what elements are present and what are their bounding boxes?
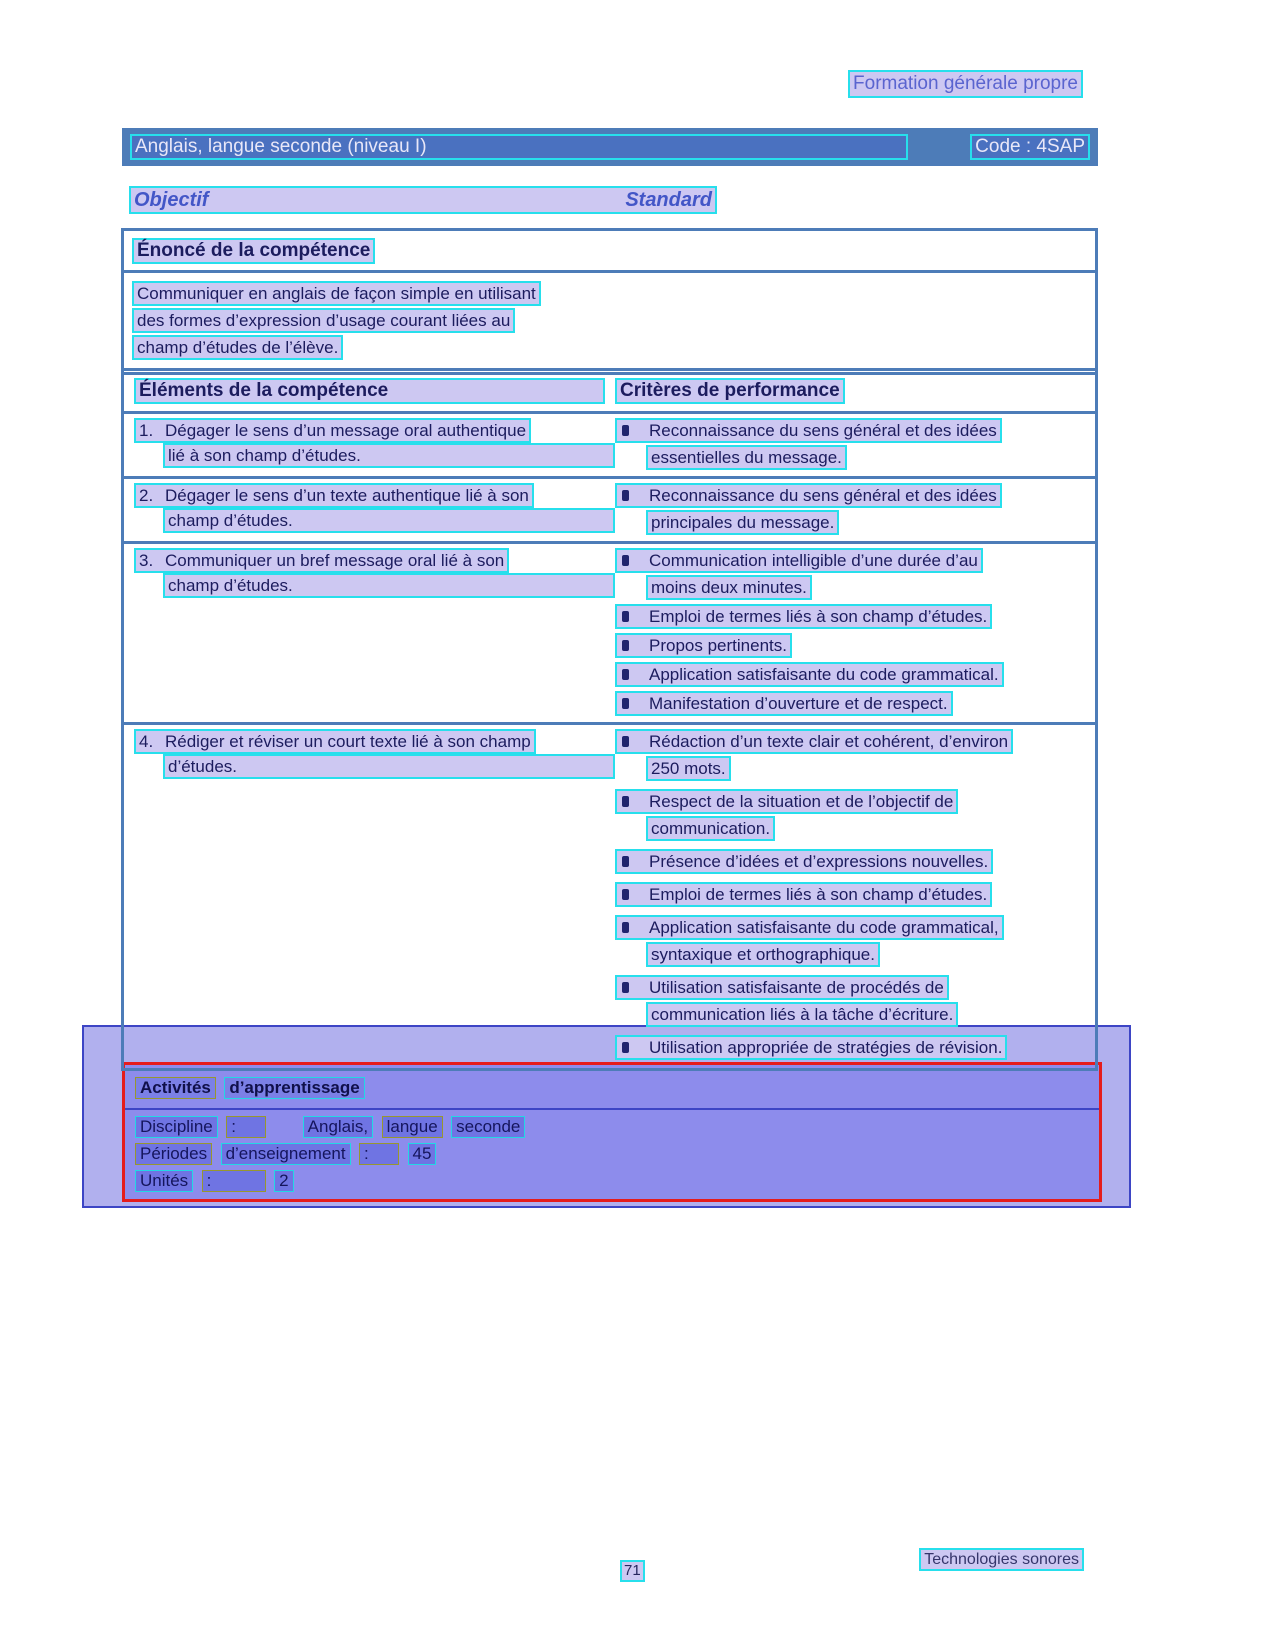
activities-title xyxy=(135,1077,1089,1099)
enonce-header xyxy=(124,231,1095,273)
header-label-text: Formation générale propre xyxy=(848,70,1083,98)
criterion xyxy=(615,604,1085,629)
bullet-icon xyxy=(622,922,629,933)
activities-title-word: Activités xyxy=(135,1077,216,1099)
criterion xyxy=(615,483,1085,535)
periods-value: 45 xyxy=(408,1143,437,1165)
criterion-text: Emploi de termes liés à son champ d’études. xyxy=(649,885,988,904)
periods-label2: d’enseignement xyxy=(221,1143,351,1165)
criterion xyxy=(615,691,1085,716)
competence-table xyxy=(121,368,1098,1071)
criterion-text: Application satisfaisante du code grammatical. xyxy=(649,665,999,684)
bullet-icon xyxy=(622,698,629,709)
page-number-text: 71 xyxy=(620,1560,645,1582)
criterion xyxy=(615,915,1085,967)
activities-title-word: d’apprentissage xyxy=(224,1077,364,1099)
table-header-criteres: Critères de performance xyxy=(615,378,845,404)
criterion-text: Présence d’idées et d’expressions nouvelles. xyxy=(649,852,989,871)
criterion-text: Reconnaissance du sens général et des idées xyxy=(649,421,997,440)
discipline-value-word: langue xyxy=(382,1116,443,1138)
criterion-text: Emploi de termes liés à son champ d’études. xyxy=(649,607,988,626)
bullet-icon xyxy=(622,856,629,867)
course-title: Anglais, langue seconde (niveau I) xyxy=(130,134,908,160)
table-header-elements: Éléments de la compétence xyxy=(134,378,605,404)
activities-discipline-row xyxy=(135,1116,1089,1138)
criterion xyxy=(615,849,1085,874)
bullet-icon xyxy=(622,425,629,436)
element-cell xyxy=(134,729,615,1060)
bullet-icon xyxy=(622,611,629,622)
bullet-icon xyxy=(622,736,629,747)
periods-label: Périodes xyxy=(135,1143,212,1165)
criterion xyxy=(615,975,1085,1027)
criterion-text: Manifestation d’ouverture et de respect. xyxy=(649,694,948,713)
element-cell xyxy=(134,548,615,716)
enonce-line: Communiquer en anglais de façon simple en utilisant xyxy=(132,281,541,306)
element-text: champ d’études. xyxy=(163,508,615,533)
criterion-text: 250 mots. xyxy=(646,756,731,781)
criterion-text: Utilisation satisfaisante de procédés de xyxy=(649,978,944,997)
element-text: champ d’études. xyxy=(163,573,615,598)
enonce-line: des formes d’expression d’usage courant liées au xyxy=(132,308,515,333)
footer-program-text: Technologies sonores xyxy=(919,1548,1084,1571)
criterion-text: Application satisfaisante du code grammatical, xyxy=(649,918,999,937)
criterion xyxy=(615,1035,1085,1060)
course-code: Code : 4SAP xyxy=(970,134,1090,160)
criterion-text: Reconnaissance du sens général et des idées xyxy=(649,486,997,505)
criterion xyxy=(615,729,1085,781)
units-label: Unités xyxy=(135,1170,193,1192)
page-number xyxy=(620,1560,645,1582)
units-value: 2 xyxy=(274,1170,293,1192)
bullet-icon xyxy=(622,490,629,501)
element-number: 3. xyxy=(139,551,154,570)
criteria-cell xyxy=(615,729,1085,1060)
criterion xyxy=(615,633,1085,658)
discipline-label: Discipline xyxy=(135,1116,218,1138)
enonce-body xyxy=(124,273,1095,372)
activities-separator xyxy=(125,1108,1099,1110)
bullet-icon xyxy=(622,640,629,651)
bullet-icon xyxy=(622,669,629,680)
bullet-icon xyxy=(622,1042,629,1053)
element-number: 2. xyxy=(139,486,154,505)
element-text: Communiquer un bref message oral lié à son xyxy=(165,551,505,570)
criterion-text: moins deux minutes. xyxy=(646,575,812,600)
discipline-value-word: Anglais, xyxy=(303,1116,373,1138)
element-text: Dégager le sens d’un texte authentique lié à son xyxy=(165,486,529,505)
element-text: Rédiger et réviser un court texte lié à son champ xyxy=(165,732,531,751)
enonce-box xyxy=(121,228,1098,375)
criterion-text: Respect de la situation et de l’objectif de xyxy=(649,792,954,811)
section-heading-objectif: Objectif xyxy=(134,189,209,211)
enonce-line: champ d’études de l’élève. xyxy=(132,335,343,360)
criterion-text: essentielles du message. xyxy=(646,445,847,470)
table-header-row xyxy=(124,371,1095,414)
element-text: d’études. xyxy=(163,754,615,779)
activities-box xyxy=(122,1062,1102,1202)
criteria-cell xyxy=(615,483,1085,535)
criterion xyxy=(615,789,1085,841)
criterion-text: Rédaction d’un texte clair et cohérent, d’environ xyxy=(649,732,1009,751)
bullet-icon xyxy=(622,796,629,807)
section-headings xyxy=(129,186,717,214)
discipline-colon: : xyxy=(226,1116,266,1138)
criteria-cell xyxy=(615,418,1085,470)
element-number: 1. xyxy=(139,421,154,440)
criterion-text: Communication intelligible d’une durée d’au xyxy=(649,551,978,570)
units-colon: : xyxy=(202,1170,266,1192)
periods-colon: : xyxy=(359,1143,399,1165)
criterion xyxy=(615,882,1085,907)
table-row xyxy=(124,414,1095,479)
element-text: Dégager le sens d’un message oral authentique xyxy=(165,421,527,440)
bullet-icon xyxy=(622,982,629,993)
criteria-cell xyxy=(615,548,1085,716)
criterion-text: Propos pertinents. xyxy=(649,636,787,655)
enonce-title: Énoncé de la compétence xyxy=(132,238,375,264)
criterion-text: communication liés à la tâche d’écriture. xyxy=(646,1002,958,1027)
table-row xyxy=(124,544,1095,725)
element-cell xyxy=(134,483,615,535)
activities-units-row xyxy=(135,1170,1089,1192)
criterion xyxy=(615,662,1085,687)
discipline-value-word: seconde xyxy=(451,1116,525,1138)
course-title-bar xyxy=(122,128,1098,166)
bullet-icon xyxy=(622,555,629,566)
element-number: 4. xyxy=(139,732,154,751)
criterion xyxy=(615,418,1085,470)
criterion-text: syntaxique et orthographique. xyxy=(646,942,880,967)
criterion-text: principales du message. xyxy=(646,510,839,535)
section-heading-standard: Standard xyxy=(625,189,712,211)
table-row xyxy=(124,479,1095,544)
criterion-text: Utilisation appropriée de stratégies de révision. xyxy=(649,1038,1003,1057)
activities-periods-row xyxy=(135,1143,1089,1165)
element-text: lié à son champ d’études. xyxy=(163,443,615,468)
element-cell xyxy=(134,418,615,470)
criterion-text: communication. xyxy=(646,816,775,841)
criterion xyxy=(615,548,1085,600)
table-row xyxy=(124,725,1095,1068)
header-label xyxy=(848,70,1083,98)
footer-program xyxy=(919,1548,1084,1571)
bullet-icon xyxy=(622,889,629,900)
